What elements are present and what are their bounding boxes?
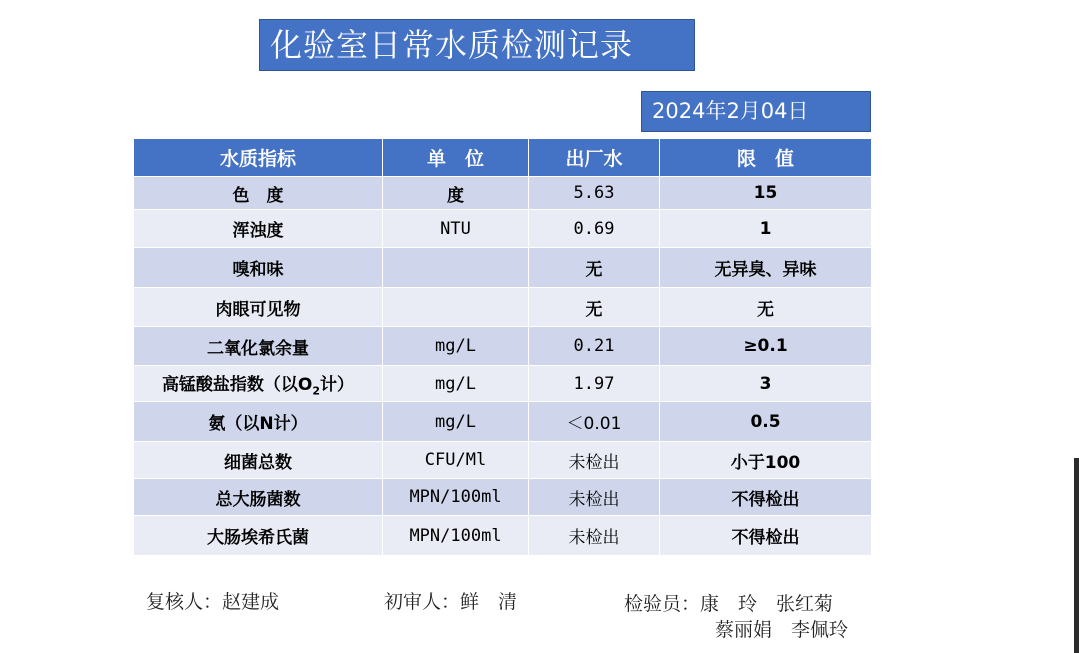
indicator-value: 无 — [529, 248, 660, 288]
indicator-name: 二氧化氯余量 — [134, 327, 383, 366]
indicator-value: 未检出 — [529, 479, 660, 516]
indicator-limit: 3 — [660, 366, 872, 402]
indicator-name-suffix: 计） — [320, 374, 355, 395]
reviewer-signature: 复核人：赵建成 — [146, 591, 280, 613]
indicator-limit: 0.5 — [660, 402, 872, 442]
inspector-signature-line1: 检验员：康 玲 张红菊 — [624, 593, 834, 615]
first-review-signature: 初审人：鲜 清 — [384, 591, 518, 613]
indicator-name: 浑浊度 — [134, 210, 383, 248]
indicator-limit: 无 — [660, 288, 872, 327]
indicator-unit: NTU — [383, 210, 529, 248]
table-header-row — [134, 139, 872, 177]
indicator-unit — [383, 288, 529, 327]
indicator-unit: MPN/100ml — [383, 479, 529, 516]
edge-strip — [1074, 458, 1079, 653]
indicator-name: 嗅和味 — [134, 248, 383, 288]
indicator-unit: mg/L — [383, 366, 529, 402]
water-quality-table — [133, 138, 872, 556]
header-unit: 单 位 — [383, 139, 529, 177]
indicator-name: 细菌总数 — [134, 442, 383, 479]
indicator-value: 0.21 — [529, 327, 660, 366]
table-row — [134, 366, 872, 402]
indicator-limit: 15 — [660, 177, 872, 210]
indicator-name: 总大肠菌数 — [134, 479, 383, 516]
indicator-value: ＜0.01 — [529, 402, 660, 442]
indicator-limit: 小于100 — [660, 442, 872, 479]
table-row — [134, 479, 872, 516]
indicator-limit: 不得检出 — [660, 479, 872, 516]
date-label: 2024年2月04日 — [641, 91, 871, 132]
header-outlet-water: 出厂水 — [529, 139, 660, 177]
indicator-unit: MPN/100ml — [383, 516, 529, 556]
inspector-signature-line2: 蔡丽娟 李佩玲 — [715, 619, 849, 641]
indicator-name: 大肠埃希氏菌 — [134, 516, 383, 556]
table-row — [134, 402, 872, 442]
indicator-name-main: 高锰酸盐指数（以O — [161, 374, 313, 395]
table-row — [134, 210, 872, 248]
indicator-name — [134, 366, 383, 402]
indicator-name-subscript: 2 — [312, 384, 321, 398]
indicator-limit: ≥0.1 — [660, 327, 872, 366]
table-row — [134, 516, 872, 556]
header-indicator: 水质指标 — [134, 139, 383, 177]
indicator-limit: 不得检出 — [660, 516, 872, 556]
header-limit: 限 值 — [660, 139, 872, 177]
indicator-name: 色 度 — [134, 177, 383, 210]
indicator-unit: CFU/Ml — [383, 442, 529, 479]
indicator-value: 无 — [529, 288, 660, 327]
indicator-name: 氨（以N计） — [134, 402, 383, 442]
indicator-unit: mg/L — [383, 327, 529, 366]
table-row — [134, 327, 872, 366]
indicator-value: 5.63 — [529, 177, 660, 210]
table-row — [134, 248, 872, 288]
indicator-value: 未检出 — [529, 442, 660, 479]
indicator-limit: 无异臭、异味 — [660, 248, 872, 288]
indicator-value: 未检出 — [529, 516, 660, 556]
indicator-name: 肉眼可见物 — [134, 288, 383, 327]
table-row — [134, 442, 872, 479]
indicator-limit: 1 — [660, 210, 872, 248]
table-row — [134, 177, 872, 210]
page-title: 化验室日常水质检测记录 — [259, 19, 695, 71]
indicator-value: 0.69 — [529, 210, 660, 248]
table-row — [134, 288, 872, 327]
indicator-unit: mg/L — [383, 402, 529, 442]
indicator-unit — [383, 248, 529, 288]
indicator-unit: 度 — [383, 177, 529, 210]
indicator-value: 1.97 — [529, 366, 660, 402]
